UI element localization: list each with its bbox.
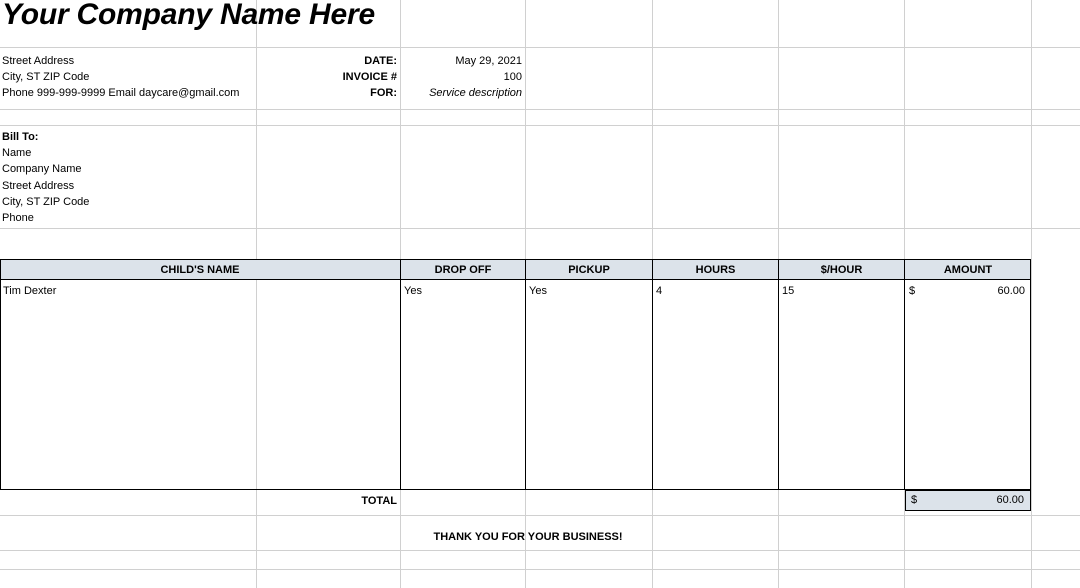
table-body — [0, 280, 1031, 489]
date-value[interactable]: May 29, 2021 — [455, 55, 522, 67]
bill-to-title: Bill To: — [2, 131, 39, 143]
total-amount-box — [905, 490, 1031, 511]
grid-vline — [1031, 0, 1032, 588]
invoice-number-label: INVOICE # — [342, 71, 397, 83]
company-contact-line: Phone 999-999-9999 Email daycare@gmail.com — [2, 87, 240, 99]
company-address-line-1: Street Address — [2, 55, 75, 67]
column-header-drop-off: DROP OFF — [434, 264, 492, 276]
table-header-row — [0, 259, 1031, 280]
column-header-hours: HOURS — [695, 264, 736, 276]
date-label: DATE: — [364, 55, 397, 67]
invoice-number-value[interactable]: 100 — [503, 71, 522, 83]
grid-hline — [0, 228, 1080, 229]
column-header-child-name: CHILD'S NAME — [160, 264, 240, 276]
cell-drop-off[interactable]: Yes — [404, 285, 422, 297]
total-amount-value[interactable]: 60.00 — [996, 494, 1024, 506]
bill-to-phone[interactable]: Phone — [2, 212, 34, 224]
column-header-amount: AMOUNT — [943, 264, 993, 276]
for-value[interactable]: Service description — [429, 87, 522, 99]
cell-amount-value[interactable]: 60.00 — [997, 285, 1025, 297]
total-label: TOTAL — [361, 495, 397, 507]
company-address-line-2: City, ST ZIP Code — [2, 71, 90, 83]
bill-to-company[interactable]: Company Name — [2, 163, 82, 175]
cell-pickup[interactable]: Yes — [529, 285, 547, 297]
cell-amount-symbol: $ — [909, 285, 916, 297]
grid-hline — [0, 109, 1080, 110]
total-currency-symbol: $ — [911, 494, 918, 506]
grid-hline — [0, 515, 1080, 516]
company-name: Your Company Name Here — [2, 0, 375, 31]
bill-to-city[interactable]: City, ST ZIP Code — [2, 196, 90, 208]
column-header-rate: $/HOUR — [820, 264, 863, 276]
cell-rate[interactable]: 15 — [782, 285, 795, 297]
table-body-bottom-border — [0, 489, 1031, 490]
column-header-pickup: PICKUP — [568, 264, 610, 276]
bill-to-name[interactable]: Name — [2, 147, 32, 159]
grid-hline — [0, 47, 1080, 48]
grid-hline — [0, 569, 1080, 570]
thank-you-message: THANK YOU FOR YOUR BUSINESS! — [433, 531, 623, 543]
bill-to-street[interactable]: Street Address — [2, 180, 75, 192]
cell-child-name[interactable]: Tim Dexter — [3, 285, 57, 297]
grid-hline — [0, 550, 1080, 551]
for-label: FOR: — [370, 87, 397, 99]
grid-hline — [0, 125, 1080, 126]
cell-hours[interactable]: 4 — [656, 285, 663, 297]
